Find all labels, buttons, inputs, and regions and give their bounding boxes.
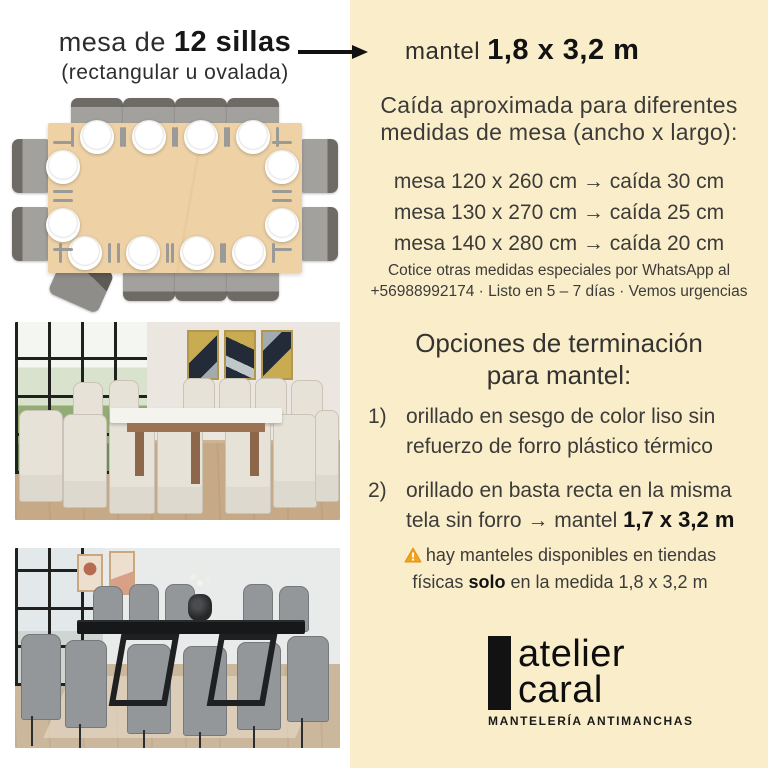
plate-icon: [46, 150, 80, 184]
opciones-heading-line2: para mantel:: [486, 360, 632, 390]
brand-tagline: MANTELERÍA ANTIMANCHAS: [488, 714, 694, 728]
chair: [63, 414, 107, 508]
wall-art: [224, 330, 256, 380]
list-item-text: orillado en basta recta en la misma tela sin forro → mantel 1,7 x 3,2 m: [406, 479, 735, 532]
plate-icon: [184, 120, 218, 154]
availability-warning-line2: físicas solo en la medida 1,8 x 3,2 m: [412, 572, 708, 592]
brand-name: [518, 633, 625, 711]
list-item: [368, 402, 760, 461]
flowers: [197, 580, 203, 586]
mantel-size: 1,8 x 3,2 m: [487, 34, 640, 66]
right-arrow-icon: [296, 42, 370, 62]
chair: [287, 636, 329, 722]
finishing-options-list: [368, 402, 760, 550]
table-apron: [127, 423, 265, 432]
opciones-heading: [350, 327, 768, 391]
plate-icon: [80, 120, 114, 154]
caida-table: [350, 166, 768, 259]
white-table-top: [110, 408, 282, 423]
availability-warning-line1: hay manteles disponibles en tiendas: [372, 543, 748, 570]
chair-leg: [79, 724, 81, 748]
dining-photo-dark: [15, 548, 340, 748]
chair: [65, 640, 107, 728]
mantel-size-title: [405, 34, 639, 67]
table-leg: [191, 432, 200, 484]
table-leg: [135, 430, 144, 476]
table-leg: [250, 430, 259, 476]
caida-heading-line1: Caída aproximada para diferentes: [380, 92, 738, 118]
caida-heading: [350, 92, 768, 146]
logo-bar-icon: [488, 636, 511, 710]
plate-icon: [68, 236, 102, 270]
caida-heading-line2: medidas de mesa (ancho x largo):: [380, 119, 738, 145]
chair: [21, 634, 61, 720]
chair: [273, 414, 317, 508]
caida-row: mesa 120 x 260 cm → caída 30 cm: [393, 170, 725, 193]
chair: [109, 418, 155, 514]
chair-icon: [12, 207, 52, 261]
chair-icon: [298, 207, 338, 261]
brand-logo: [488, 633, 708, 728]
list-item-number: 2): [368, 479, 387, 502]
plate-icon: [265, 208, 299, 242]
chair-leg: [301, 718, 303, 748]
chair-leg: [31, 716, 33, 746]
mantel-prefix: mantel: [405, 38, 488, 65]
chair: [19, 410, 63, 502]
plate-icon: [232, 236, 266, 270]
chair-icon: [298, 139, 338, 193]
contact-note-line1: Cotice otras medidas especiales por WhatsApp al: [387, 262, 731, 279]
chair: [225, 418, 271, 514]
black-table-top: [77, 620, 305, 634]
contact-note-line2: +56988992174 · Listo en 5 – 7 días · Vemos urgencias: [370, 283, 748, 300]
plate-icon: [265, 150, 299, 184]
warning-triangle-icon: [404, 545, 422, 570]
plate-icon: [46, 208, 80, 242]
caida-row: mesa 140 x 280 cm → caída 20 cm: [393, 232, 725, 255]
dining-photo-light: [15, 322, 340, 520]
list-item: [368, 476, 760, 535]
title-prefix: mesa de: [58, 27, 174, 57]
plate-icon: [180, 236, 214, 270]
title-bold: 12 sillas: [173, 26, 292, 58]
table-top-view-illustration: [8, 95, 342, 319]
chair-leg: [253, 726, 255, 748]
opciones-heading-line1: Opciones de terminación: [415, 328, 703, 358]
wall-art: [261, 330, 293, 380]
plate-icon: [132, 120, 166, 154]
availability-warning: [372, 543, 748, 595]
brand-name-line1: atelier: [518, 633, 625, 675]
vase: [188, 594, 212, 621]
list-item-number: 1): [368, 405, 387, 428]
list-item-text: orillado en sesgo de color liso sin refuerzo de forro plástico térmico: [406, 405, 716, 458]
brand-logo-row: [488, 633, 708, 711]
caida-row: mesa 130 x 270 cm → caída 25 cm: [393, 201, 725, 224]
chair-leg: [199, 732, 201, 748]
chair-leg: [143, 730, 145, 748]
plate-icon: [126, 236, 160, 270]
chair: [315, 410, 339, 502]
page-subtitle: (rectangular u ovalada): [61, 61, 289, 84]
plate-icon: [236, 120, 270, 154]
wall-art: [187, 330, 219, 380]
contact-note: [350, 260, 768, 302]
brand-name-line2: caral: [518, 669, 603, 711]
